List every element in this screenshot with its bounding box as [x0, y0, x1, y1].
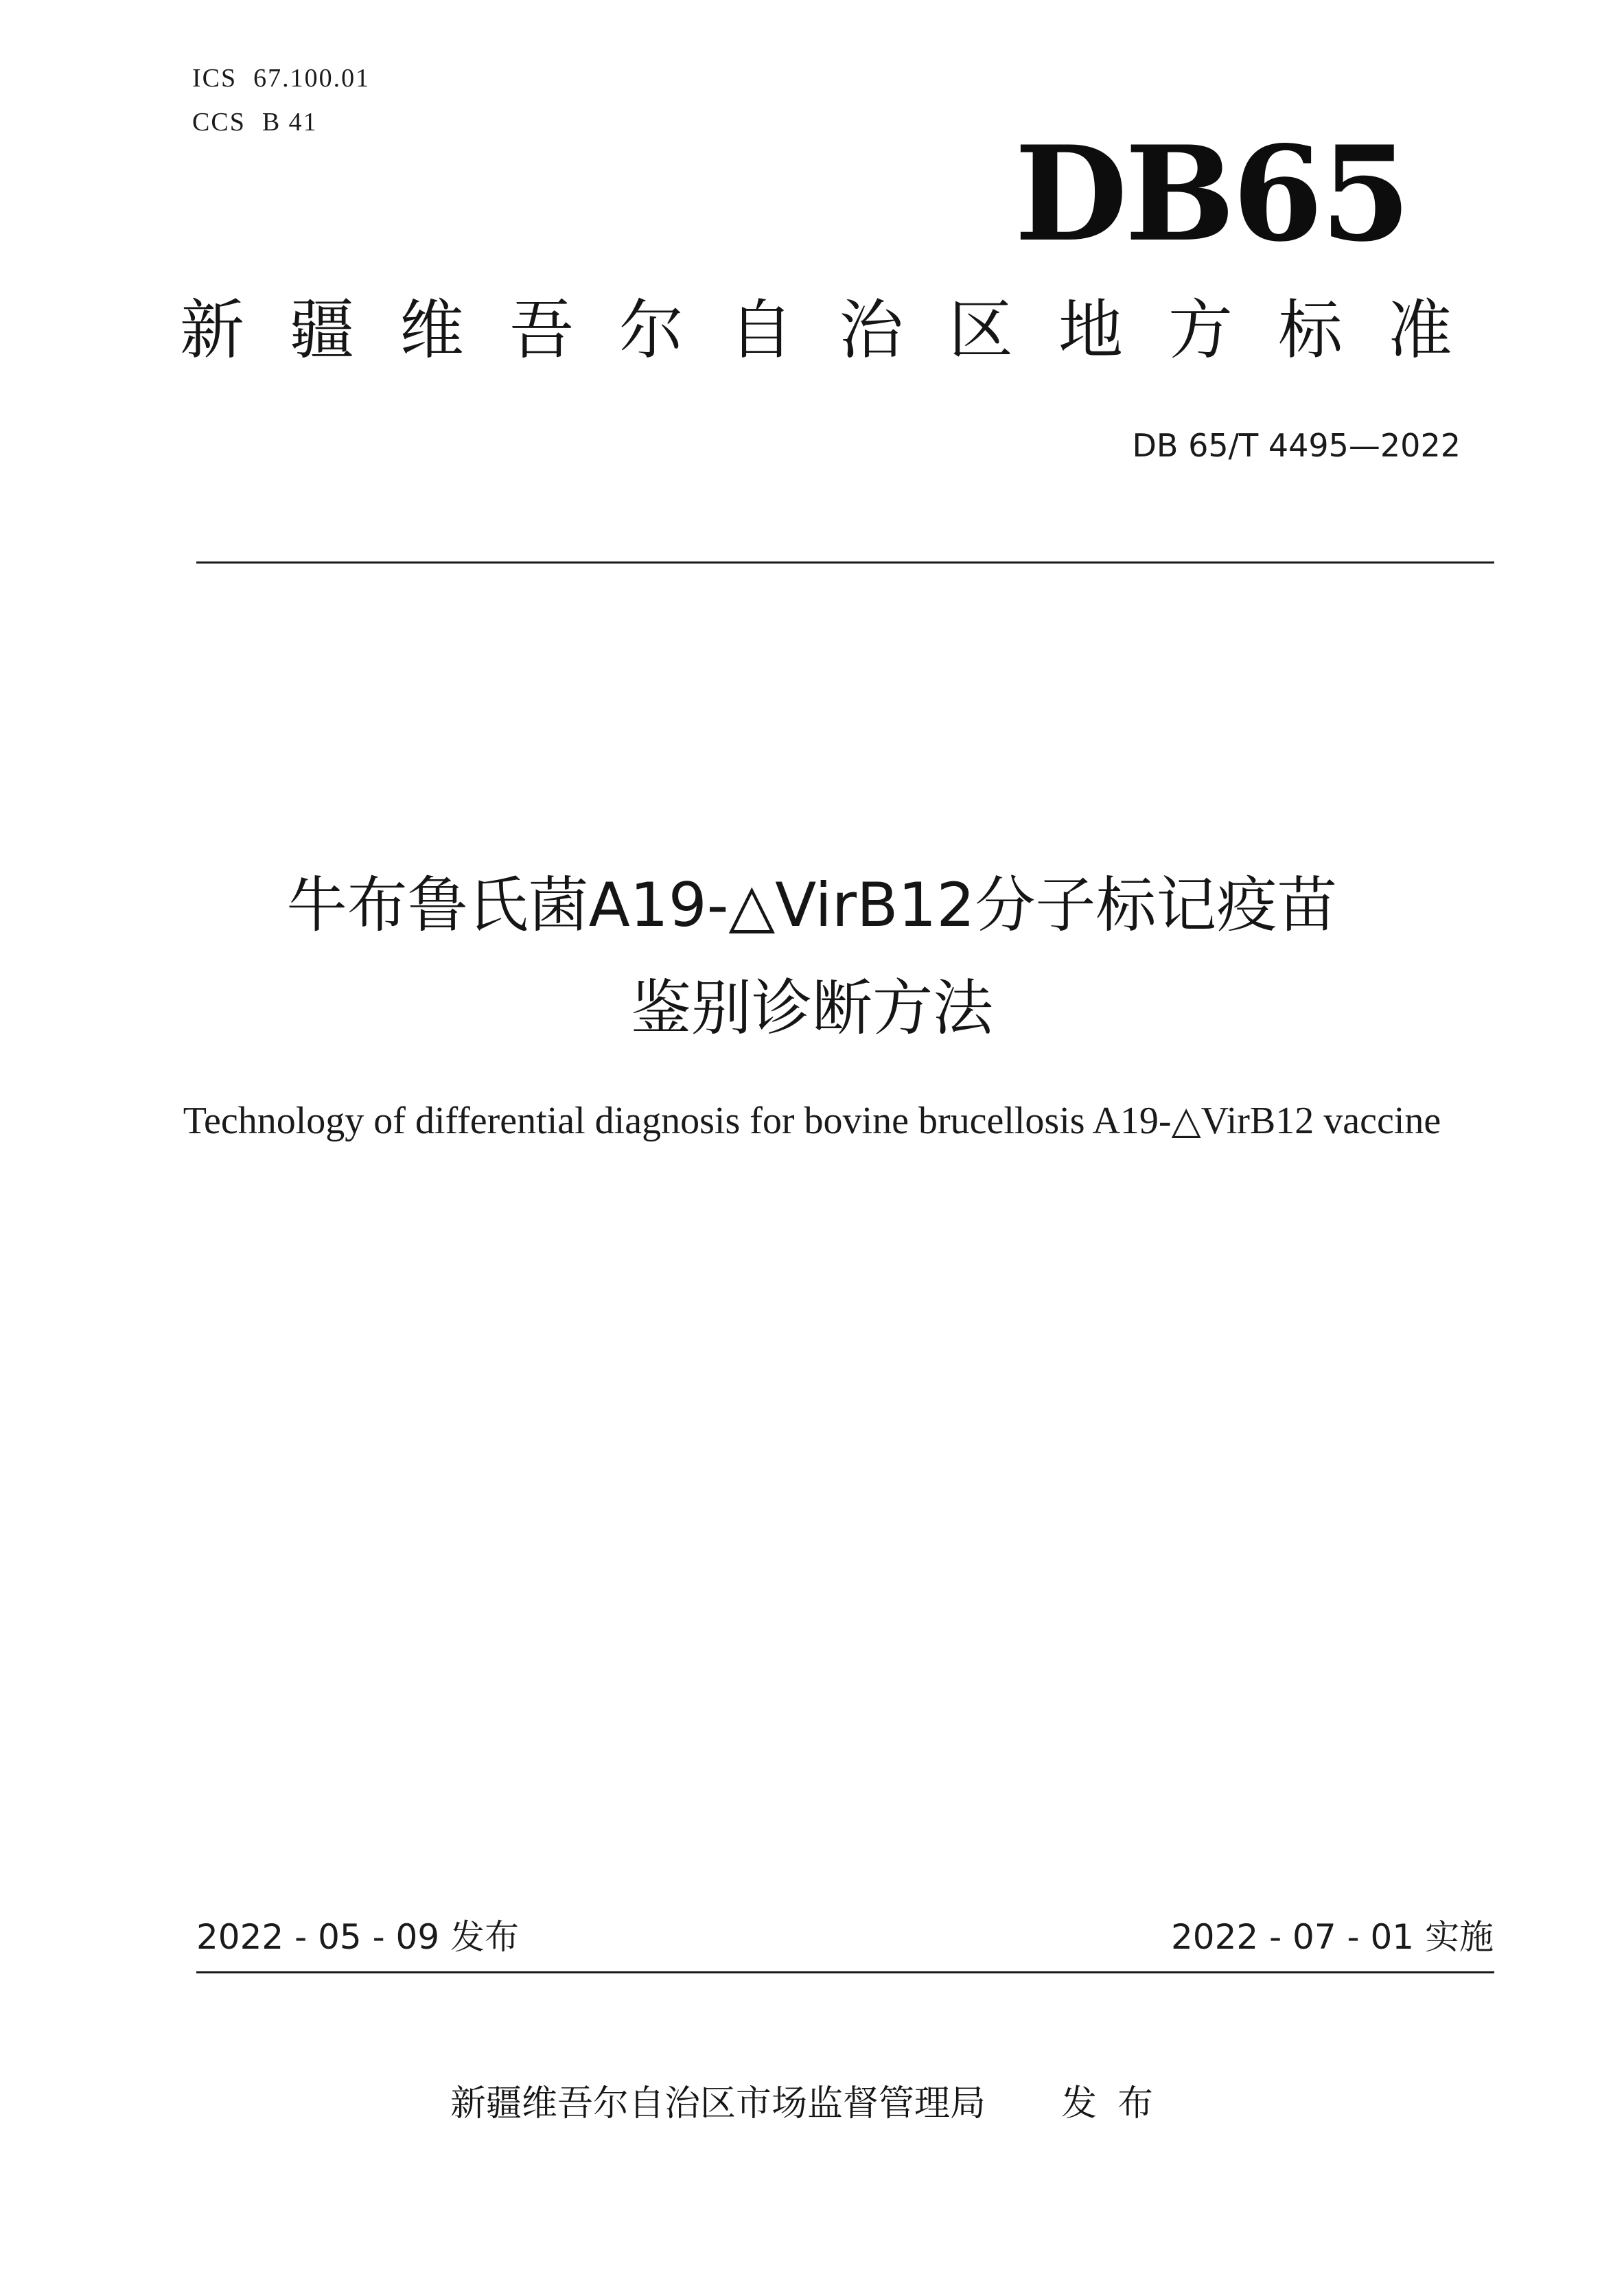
document-title-en: Technology of differential diagnosis for bovine brucellosis A19-△VirB12 vaccine	[183, 1100, 1441, 1142]
document-title-cn-line2: 鉴别诊断方法	[630, 973, 993, 1043]
publisher-name: 新疆维吾尔自治区市场监督管理局	[450, 2083, 986, 2124]
top-divider	[196, 561, 1494, 564]
document-title-cn-line1: 牛布鲁氏菌A19-△VirB12分子标记疫苗	[286, 870, 1338, 940]
issue-date: 2022 - 05 - 09 发布	[196, 1917, 520, 1957]
publisher-action: 发布	[1061, 2083, 1174, 2124]
implementation-date: 2022 - 07 - 01 实施	[1170, 1917, 1494, 1957]
ics-label: ICS	[192, 64, 237, 93]
ccs-label: CCS	[192, 108, 246, 137]
standard-title: 新疆维吾尔自治区地方标准	[180, 293, 1498, 368]
standard-number: DB 65/T 4495—2022	[1132, 427, 1461, 464]
ics-classification	[192, 63, 370, 93]
ccs-classification	[192, 107, 318, 137]
ccs-code: B 41	[262, 108, 318, 137]
bottom-divider	[196, 1971, 1494, 1973]
ics-code: 67.100.01	[253, 64, 371, 93]
publisher-line	[0, 2074, 1624, 2126]
db65-logo: DB65	[1014, 117, 1408, 270]
